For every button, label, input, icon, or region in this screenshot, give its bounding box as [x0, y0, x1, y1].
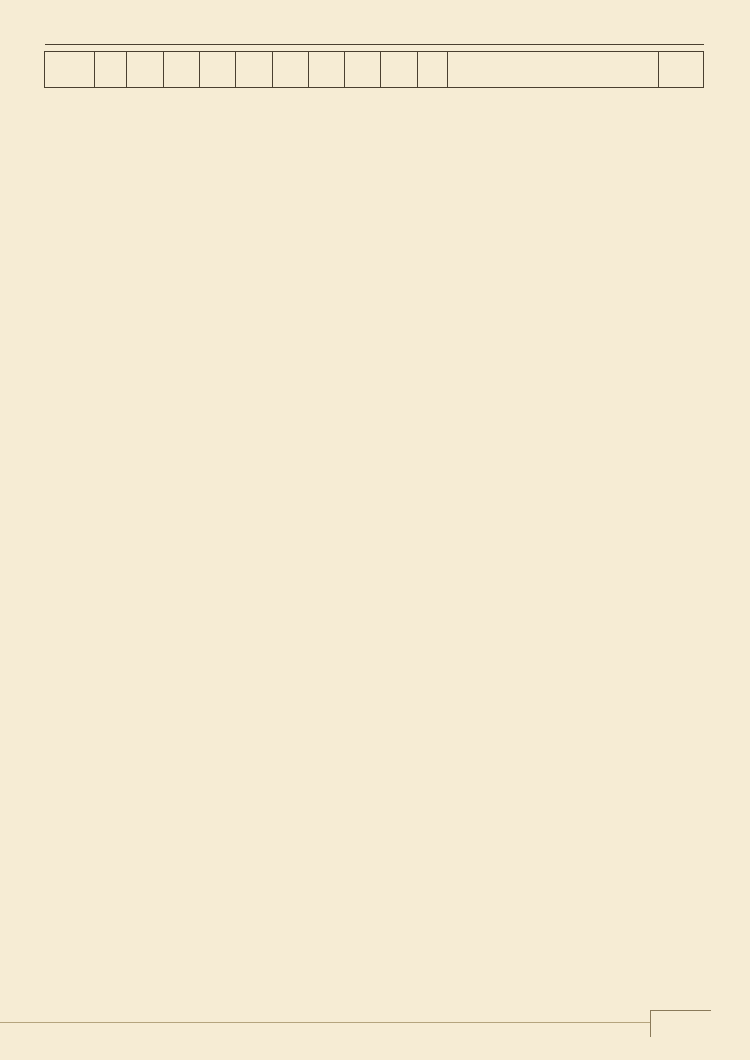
header-dir	[381, 52, 417, 88]
header-xishen	[417, 52, 447, 88]
almanac-table	[44, 44, 704, 88]
header-dajifang	[658, 52, 703, 88]
header-dir	[163, 52, 199, 88]
header-dir	[127, 52, 163, 88]
header-jixiong	[447, 52, 658, 88]
header-dir	[345, 52, 381, 88]
header-day	[45, 52, 95, 88]
header-dir	[309, 52, 345, 88]
header-dir	[272, 52, 308, 88]
header-zhong	[95, 52, 127, 88]
header-dir	[235, 52, 272, 88]
header-dir	[199, 52, 235, 88]
footer-rule	[0, 1022, 650, 1023]
column-header-row	[45, 52, 704, 88]
page-number	[650, 1010, 711, 1037]
